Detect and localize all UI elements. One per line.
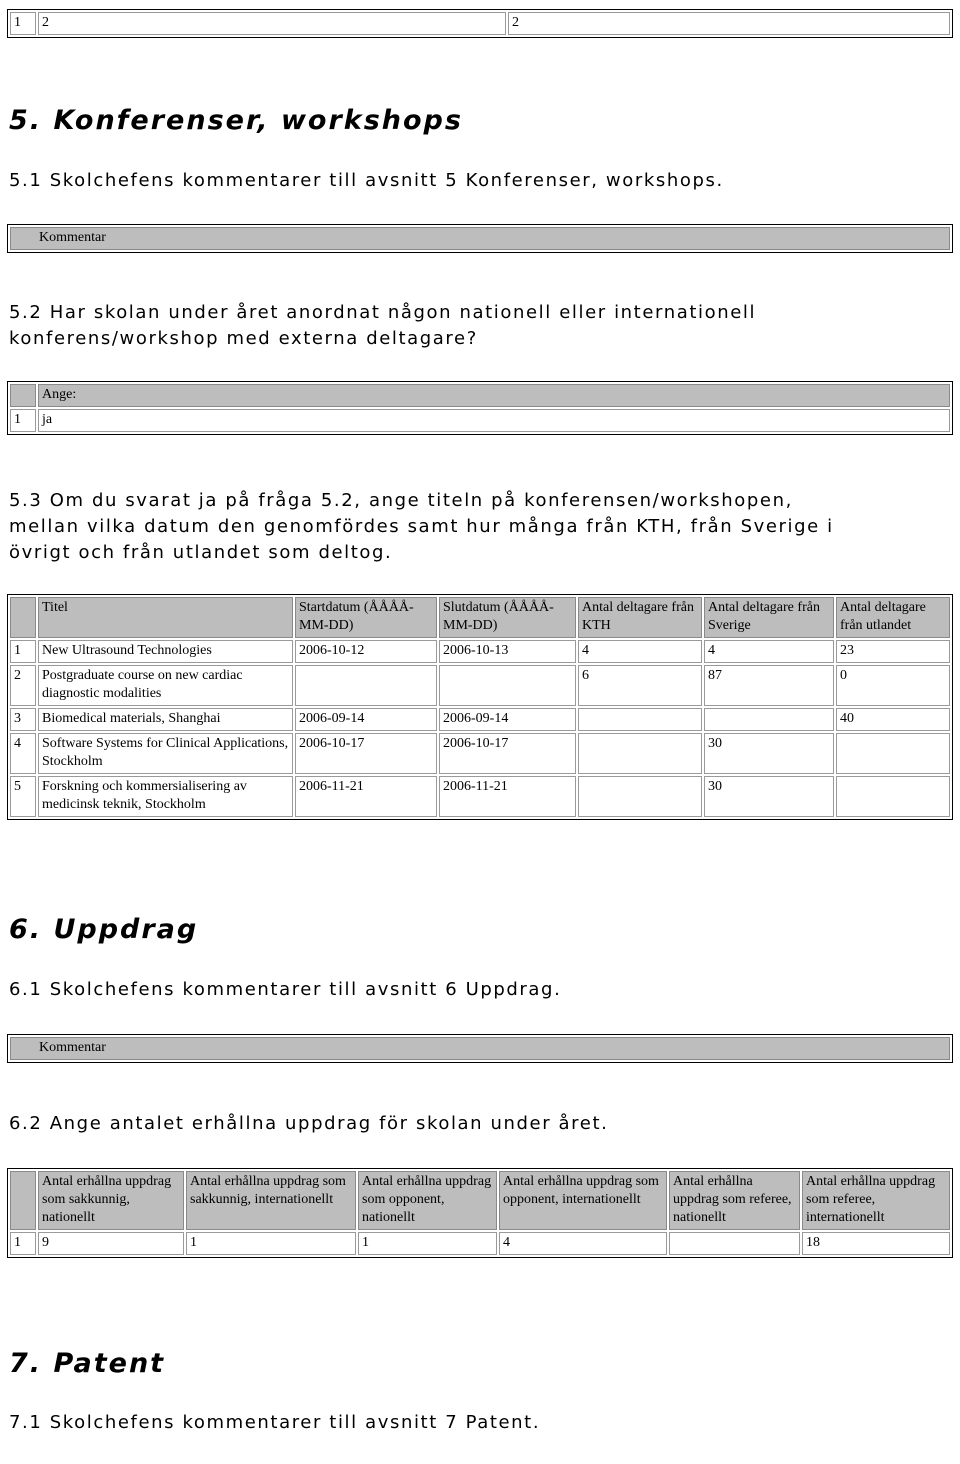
- conf-header-start: Startdatum (ÅÅÅÅ-MM-DD): [295, 597, 437, 638]
- assign-header-4: Antal erhållna uppdrag som opponent, internationellt: [499, 1171, 667, 1230]
- section-5-heading: 5. Konferenser, workshops: [9, 105, 463, 136]
- row-index: 1: [10, 640, 36, 663]
- question-5-3-line3: övrigt och från utlandet som deltog.: [9, 542, 393, 563]
- answer-header: Ange:: [38, 384, 950, 407]
- answer-index: 1: [10, 409, 36, 432]
- answer-table-5-2: [7, 381, 953, 435]
- row-index: 5: [10, 776, 36, 817]
- row-kth: 6: [578, 665, 702, 706]
- row-index: 1: [10, 1232, 36, 1255]
- conference-table: [7, 594, 953, 820]
- question-6-1: 6.1 Skolchefens kommentarer till avsnitt 6 Uppdrag.: [9, 979, 562, 1000]
- assign-header-5: Antal erhållna uppdrag som referee, nationellt: [669, 1171, 800, 1230]
- row-end: 2006-10-13: [439, 640, 576, 663]
- row-title: Postgraduate course on new cardiac diagnostic modalities: [38, 665, 293, 706]
- row-sverige: 30: [704, 776, 834, 817]
- answer-value: ja: [38, 409, 950, 432]
- row-kth: [578, 733, 702, 774]
- section-7-heading: 7. Patent: [9, 1348, 166, 1379]
- row-utlandet: 23: [836, 640, 950, 663]
- assign-value-6: 18: [802, 1232, 950, 1255]
- question-5-3: [9, 488, 834, 566]
- header-cell-3: 2: [508, 12, 950, 35]
- row-utlandet: 0: [836, 665, 950, 706]
- header-bar: [7, 9, 953, 38]
- table-row: [10, 776, 950, 817]
- row-start: 2006-11-21: [295, 776, 437, 817]
- row-utlandet: [836, 776, 950, 817]
- row-sverige: [704, 708, 834, 731]
- assign-header-index: [10, 1171, 36, 1230]
- conf-header-index: [10, 597, 36, 638]
- comment-box-6-1: [7, 1034, 953, 1063]
- question-5-3-line2: mellan vilka datum den genomfördes samt hur många från KTH, från Sverige i: [9, 516, 834, 537]
- conf-header-utlandet: Antal deltagare från utlandet: [836, 597, 950, 638]
- row-index: 4: [10, 733, 36, 774]
- row-title: Biomedical materials, Shanghai: [38, 708, 293, 731]
- assign-value-5: [669, 1232, 800, 1255]
- row-kth: [578, 776, 702, 817]
- row-title: Software Systems for Clinical Applications, Stockholm: [38, 733, 293, 774]
- assignments-table: [7, 1168, 953, 1258]
- row-sverige: 30: [704, 733, 834, 774]
- row-end: 2006-09-14: [439, 708, 576, 731]
- row-sverige: 87: [704, 665, 834, 706]
- row-end: 2006-11-21: [439, 776, 576, 817]
- row-index: 2: [10, 665, 36, 706]
- header-cell-1: 1: [10, 12, 36, 35]
- table-row: [10, 640, 950, 663]
- comment-label: Kommentar: [10, 1037, 950, 1060]
- row-kth: [578, 708, 702, 731]
- question-5-2: [9, 300, 756, 352]
- question-6-2: 6.2 Ange antalet erhållna uppdrag för skolan under året.: [9, 1113, 609, 1134]
- row-utlandet: 40: [836, 708, 950, 731]
- table-row: [10, 708, 950, 731]
- assign-value-3: 1: [358, 1232, 497, 1255]
- answer-index-header: [10, 384, 36, 407]
- row-kth: 4: [578, 640, 702, 663]
- comment-label: Kommentar: [10, 227, 950, 250]
- conf-header-kth: Antal deltagare från KTH: [578, 597, 702, 638]
- question-5-2-line1: 5.2 Har skolan under året anordnat någon nationell eller internationell: [9, 302, 757, 323]
- assign-header-3: Antal erhållna uppdrag som opponent, nationellt: [358, 1171, 497, 1230]
- conf-header-sverige: Antal deltagare från Sverige: [704, 597, 834, 638]
- header-cell-2: 2: [38, 12, 506, 35]
- assign-value-1: 9: [38, 1232, 184, 1255]
- assign-header-6: Antal erhållna uppdrag som referee, internationellt: [802, 1171, 950, 1230]
- row-start: 2006-10-17: [295, 733, 437, 774]
- row-start: 2006-10-12: [295, 640, 437, 663]
- row-utlandet: [836, 733, 950, 774]
- row-title: Forskning och kommersialisering av medicinsk teknik, Stockholm: [38, 776, 293, 817]
- assign-value-4: 4: [499, 1232, 667, 1255]
- row-end: 2006-10-17: [439, 733, 576, 774]
- row-end: [439, 665, 576, 706]
- row-start: [295, 665, 437, 706]
- comment-box-5-1: [7, 224, 953, 253]
- conf-header-title: Titel: [38, 597, 293, 638]
- table-row: [10, 733, 950, 774]
- section-6-heading: 6. Uppdrag: [9, 914, 199, 945]
- table-row: [10, 665, 950, 706]
- row-index: 3: [10, 708, 36, 731]
- conf-header-end: Slutdatum (ÅÅÅÅ-MM-DD): [439, 597, 576, 638]
- table-row: [10, 1232, 950, 1255]
- question-5-2-line2: konferens/workshop med externa deltagare?: [9, 328, 478, 349]
- row-sverige: 4: [704, 640, 834, 663]
- question-5-3-line1: 5.3 Om du svarat ja på fråga 5.2, ange titeln på konferensen/workshopen,: [9, 490, 793, 511]
- question-5-1: 5.1 Skolchefens kommentarer till avsnitt 5 Konferenser, workshops.: [9, 170, 724, 191]
- assign-header-2: Antal erhållna uppdrag som sakkunnig, internationellt: [186, 1171, 356, 1230]
- row-start: 2006-09-14: [295, 708, 437, 731]
- question-7-1: 7.1 Skolchefens kommentarer till avsnitt 7 Patent.: [9, 1412, 541, 1433]
- row-title: New Ultrasound Technologies: [38, 640, 293, 663]
- assign-value-2: 1: [186, 1232, 356, 1255]
- assign-header-1: Antal erhållna uppdrag som sakkunnig, nationellt: [38, 1171, 184, 1230]
